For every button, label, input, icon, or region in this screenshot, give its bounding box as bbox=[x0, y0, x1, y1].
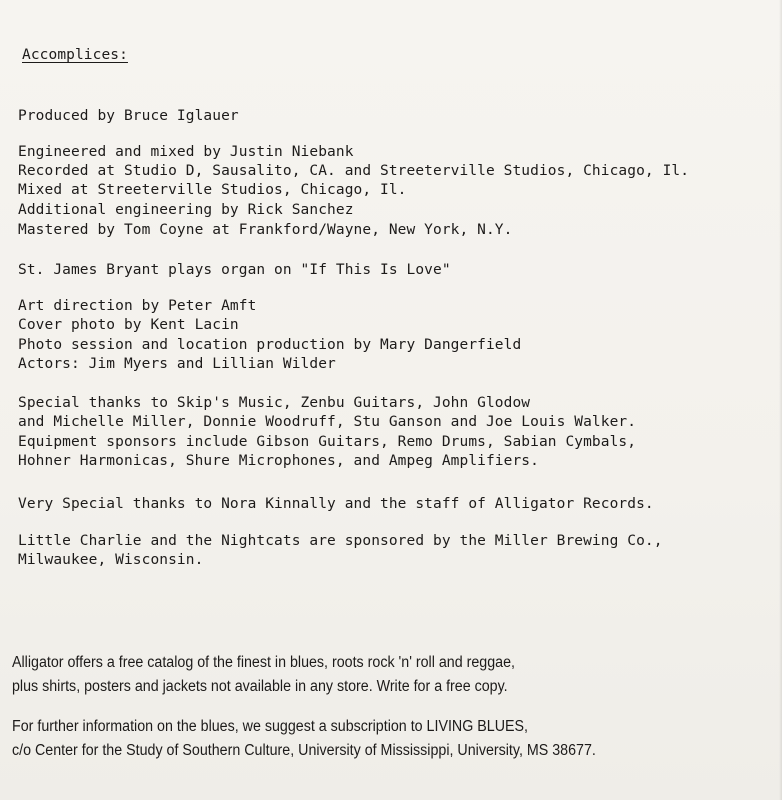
engineering-line: Additional engineering by Rick Sanchez bbox=[18, 202, 354, 218]
engineering-line: Recorded at Studio D, Sausalito, CA. and Streeterville Studios, Chicago, Il. bbox=[18, 163, 690, 179]
art-credit-line: Cover photo by Kent Lacin bbox=[18, 317, 239, 333]
blues-info-line: For further information on the blues, we suggest a subscription to LIVING BLUES, bbox=[12, 718, 529, 735]
engineering-line: Mastered by Tom Coyne at Frankford/Wayne, New York, N.Y. bbox=[18, 222, 513, 238]
engineering-line: Mixed at Streeterville Studios, Chicago, Il. bbox=[18, 182, 407, 198]
thanks-line: Hohner Harmonicas, Shure Microphones, and Ampeg Amplifiers. bbox=[18, 453, 539, 469]
producer-line: Produced by Bruce Iglauer bbox=[18, 108, 239, 124]
thanks-line: Special thanks to Skip's Music, Zenbu Guitars, John Glodow bbox=[18, 395, 531, 411]
sponsor-line: Little Charlie and the Nightcats are sponsored by the Miller Brewing Co., bbox=[18, 533, 663, 549]
art-credit-line: Photo session and location production by Mary Dangerfield bbox=[18, 337, 522, 353]
thanks-line: Equipment sponsors include Gibson Guitars, Remo Drums, Sabian Cymbals, bbox=[18, 434, 637, 450]
catalog-offer-line: plus shirts, posters and jackets not available in any store. Write for a free copy. bbox=[12, 678, 508, 695]
art-credit-line: Art direction by Peter Amft bbox=[18, 298, 257, 314]
catalog-offer-line: Alligator offers a free catalog of the finest in blues, roots rock 'n' roll and reggae, bbox=[12, 654, 515, 671]
credits-heading: Accomplices: bbox=[22, 47, 128, 63]
sponsor-line: Milwaukee, Wisconsin. bbox=[18, 552, 204, 568]
very-special-thanks-line: Very Special thanks to Nora Kinnally and the staff of Alligator Records. bbox=[18, 496, 654, 512]
organ-credit-line: St. James Bryant plays organ on "If This Is Love" bbox=[18, 262, 451, 278]
engineering-line: Engineered and mixed by Justin Niebank bbox=[18, 144, 354, 160]
art-credit-line: Actors: Jim Myers and Lillian Wilder bbox=[18, 356, 336, 372]
thanks-line: and Michelle Miller, Donnie Woodruff, Stu Ganson and Joe Louis Walker. bbox=[18, 414, 637, 430]
blues-info-line: c/o Center for the Study of Southern Culture, University of Mississippi, University, MS 38677. bbox=[12, 742, 596, 759]
